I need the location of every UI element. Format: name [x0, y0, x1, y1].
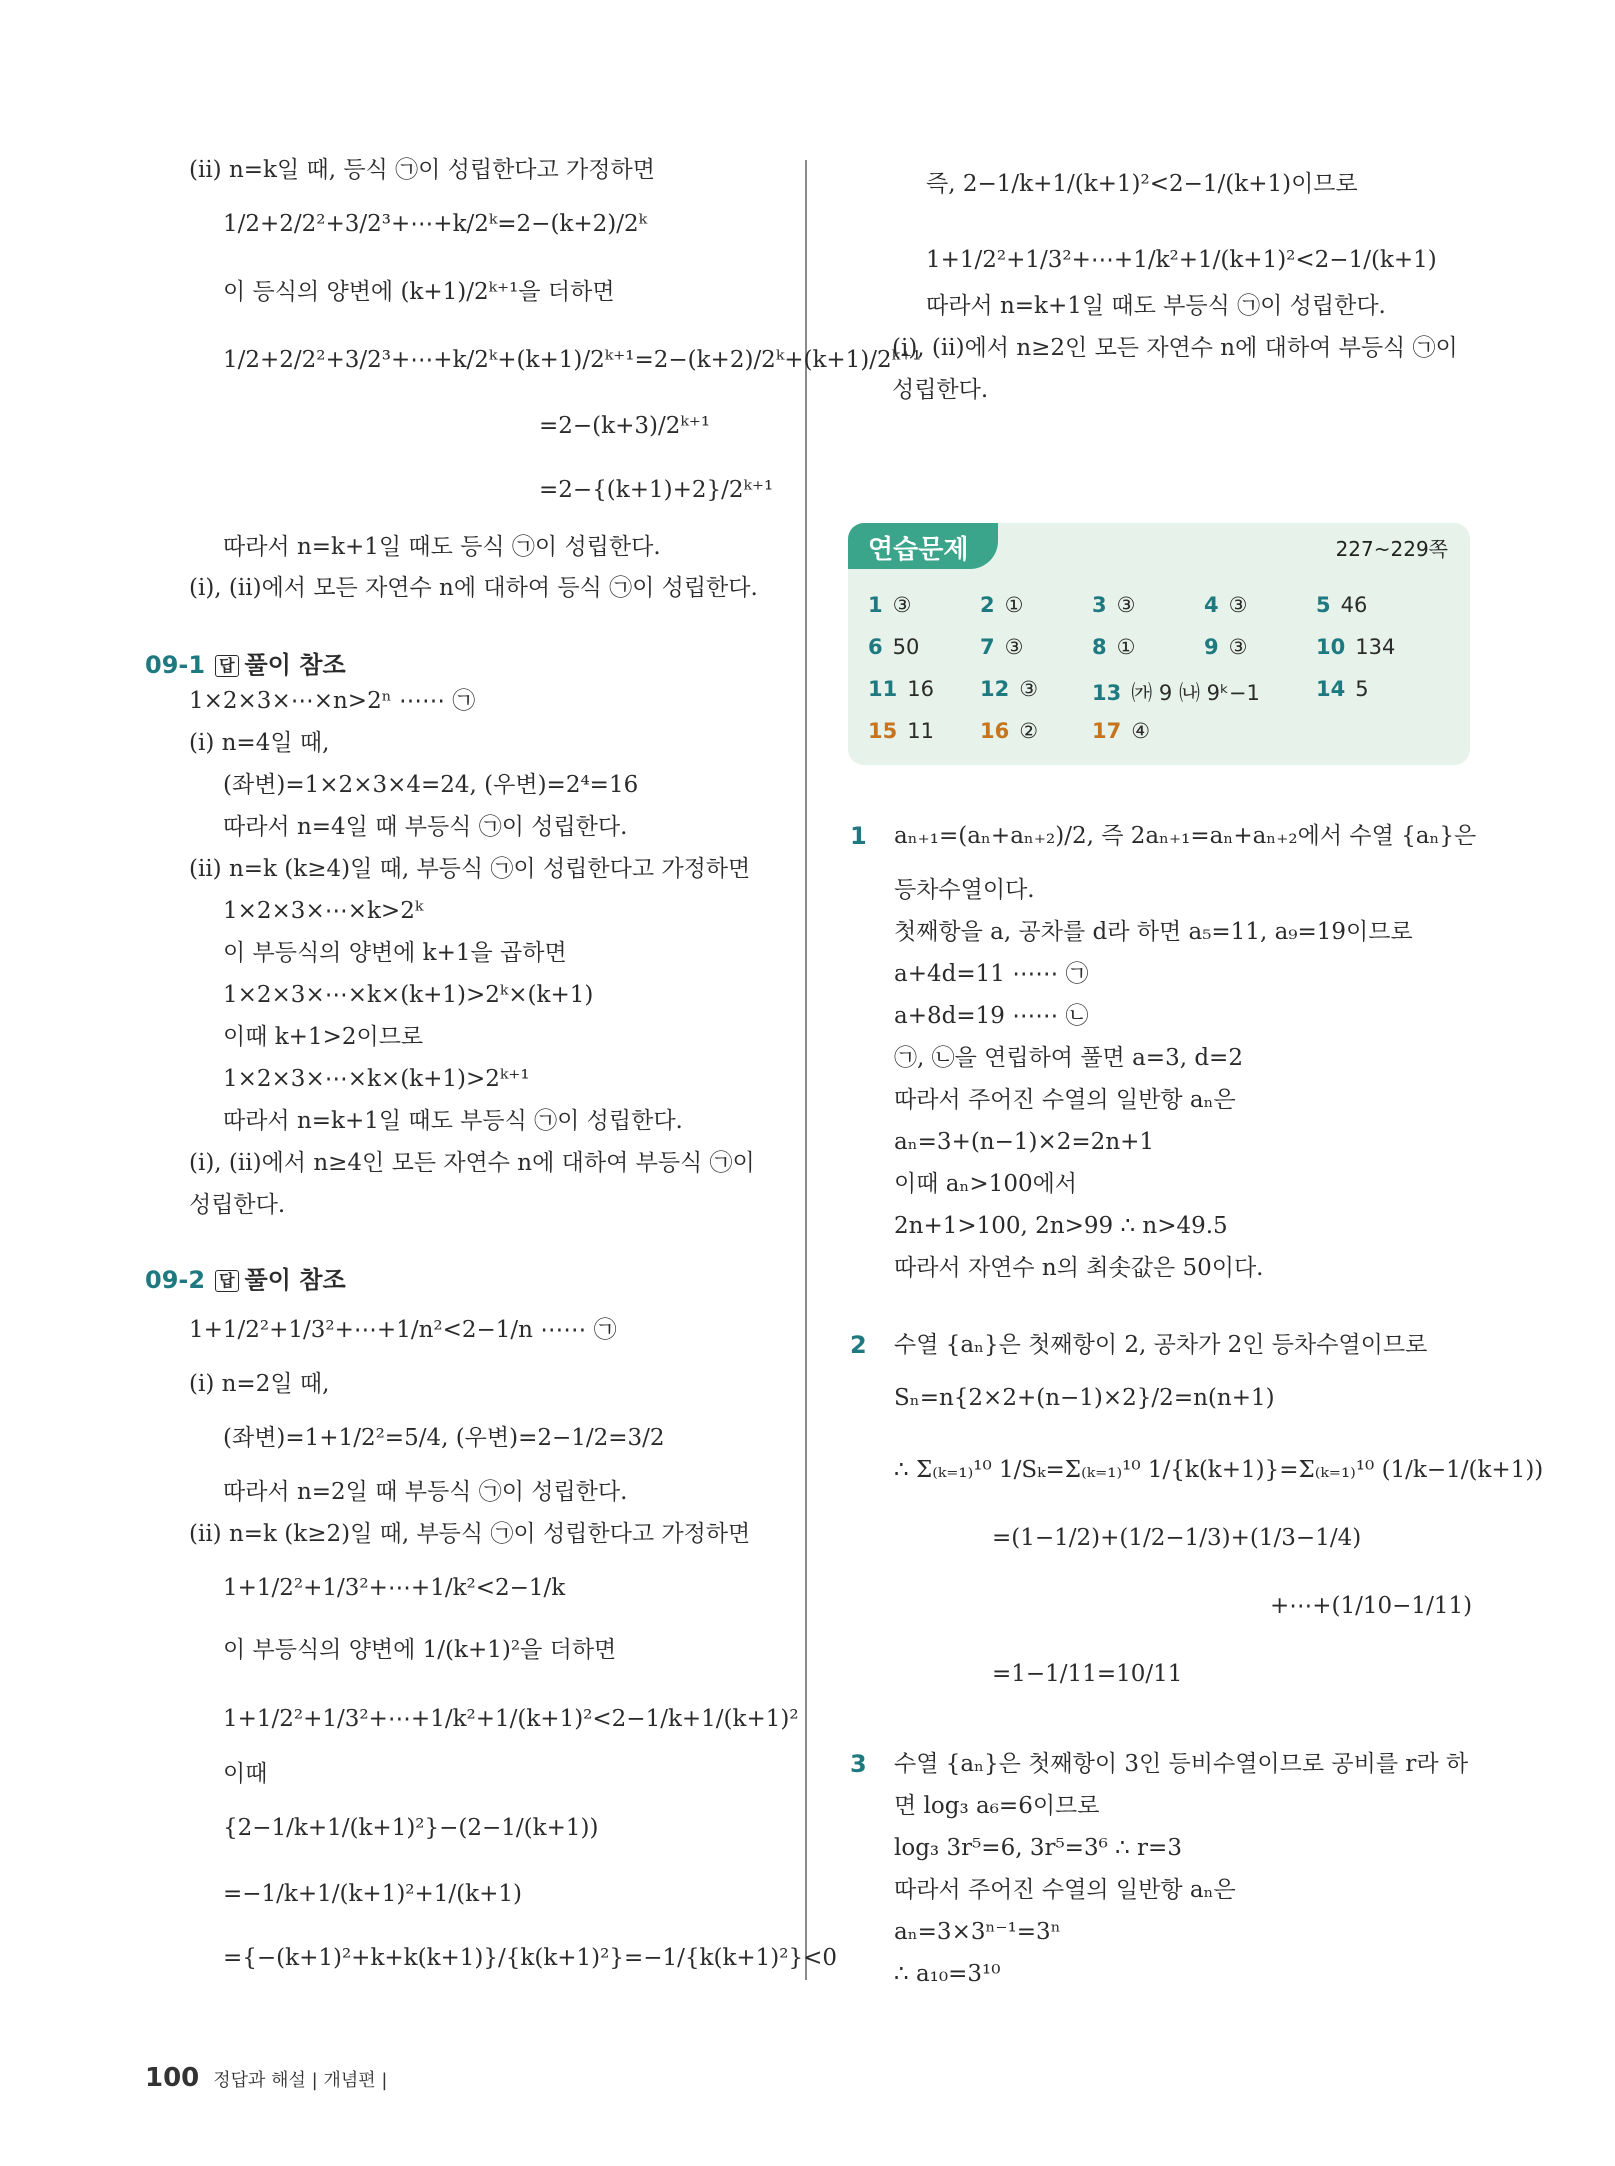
answer-badge: 답: [215, 655, 238, 677]
page-number: 100: [145, 2063, 200, 2093]
equation-line: ={−(k+1)²+k+k(k+1)}/{k(k+1)²}=−1/{k(k+1)²}<0: [223, 1945, 838, 1971]
section-heading-09-1: [145, 645, 346, 680]
text-line: (ⅰ) n=4일 때,: [189, 730, 330, 756]
equation-line: (좌변)=1+1/2²=5/4, (우변)=2−1/2=3/2: [223, 1425, 665, 1451]
page-footer: [145, 2063, 387, 2093]
section-title: 풀이 참조: [244, 651, 346, 679]
text-line: (ⅱ) n=k (k≥4)일 때, 부등식 ㉠이 성립한다고 가정하면: [189, 856, 751, 882]
text-line: 이때 k+1>2이므로: [223, 1024, 424, 1050]
practice-answers-box: [848, 523, 1470, 765]
equation-line: 1+1/2²+1/3²+⋯+1/k²+1/(k+1)²<2−1/k+1/(k+1)²: [223, 1706, 799, 1732]
equation-line: 1/2+2/2²+3/2³+⋯+k/2ᵏ=2−(k+2)/2ᵏ: [223, 211, 648, 237]
text-line: (ⅰ) n=2일 때,: [189, 1371, 330, 1397]
text-line: aₙ=3+(n−1)×2=2n+1: [894, 1129, 1155, 1155]
answer-badge: 답: [215, 1270, 238, 1292]
section-number: 09-2: [145, 1266, 206, 1294]
text-line: 이 부등식의 양변에 1/(k+1)²을 더하면: [223, 1637, 617, 1663]
problem-number: 1: [850, 822, 867, 850]
text-line: (ⅰ), (ⅱ)에서 n≥4인 모든 자연수 n에 대하여 부등식 ㉠이: [189, 1150, 755, 1176]
text-line: 이 등식의 양변에 (k+1)/2ᵏ⁺¹을 더하면: [223, 279, 615, 305]
answer-item: 12 ③: [980, 677, 1039, 701]
equation-line: 1+1/2²+1/3²+⋯+1/k²<2−1/k: [223, 1575, 566, 1601]
answer-item: 17 ④: [1092, 719, 1151, 743]
answer-item: 1 ③: [868, 593, 912, 617]
text-line: 따라서 n=4일 때 부등식 ㉠이 성립한다.: [223, 814, 628, 840]
equation-line: 즉, 2−1/k+1/(k+1)²<2−1/(k+1)이므로: [926, 171, 1358, 197]
equation-line: 1+1/2²+1/3²+⋯+1/n²<2−1/n ⋯⋯ ㉠: [189, 1317, 617, 1343]
equation-line: {2−1/k+1/(k+1)²}−(2−1/(k+1)): [223, 1815, 599, 1841]
text-line: 2n+1>100, 2n>99 ∴ n>49.5: [894, 1213, 1228, 1239]
text-line: 수열 {aₙ}은 첫째항이 2, 공차가 2인 등차수열이므로: [894, 1332, 1428, 1358]
text-line: ㉠, ㉡을 연립하여 풀면 a=3, d=2: [894, 1045, 1243, 1071]
text-line: ∴ a₁₀=3¹⁰: [894, 1961, 1001, 1987]
column-divider: [805, 160, 807, 1980]
text-line: 수열 {aₙ}은 첫째항이 3인 등비수열이므로 공비를 r라 하: [894, 1751, 1469, 1777]
text-line: 따라서 n=k+1일 때도 등식 ㉠이 성립한다.: [223, 534, 661, 560]
equation-line: ∴ Σ₍ₖ₌₁₎¹⁰ 1/Sₖ=Σ₍ₖ₌₁₎¹⁰ 1/{k(k+1)}=Σ₍ₖ₌₁₎¹⁰ (1/k−1/(k+1)): [894, 1457, 1544, 1483]
answer-item: 9 ③: [1204, 635, 1248, 659]
answer-item: 13 ㈎ 9 ㈏ 9ᵏ−1: [1092, 681, 1260, 705]
text-line: (좌변)=1×2×3×4=24, (우변)=2⁴=16: [223, 772, 639, 798]
text-line: 이때: [223, 1761, 268, 1787]
text-line: (ⅰ), (ⅱ)에서 모든 자연수 n에 대하여 등식 ㉠이 성립한다.: [189, 575, 758, 601]
section-number: 09-1: [145, 651, 206, 679]
section-title: 풀이 참조: [244, 1266, 346, 1294]
equation-line: =(1−1/2)+(1/2−1/3)+(1/3−1/4): [992, 1525, 1362, 1551]
text-line: 이때 aₙ>100에서: [894, 1171, 1078, 1197]
answer-item: 10 134: [1316, 635, 1396, 659]
text-line: 따라서 주어진 수열의 일반항 aₙ은: [894, 1877, 1236, 1903]
equation-line: Sₙ=n{2×2+(n−1)×2}/2=n(n+1): [894, 1385, 1275, 1411]
equation-line: 1/2+2/2²+3/2³+⋯+k/2ᵏ+(k+1)/2ᵏ⁺¹=2−(k+2)/2ᵏ+(k+1)/2ᵏ⁺¹: [223, 347, 922, 373]
text-line: 1×2×3×⋯×k×(k+1)>2ᵏ⁺¹: [223, 1066, 530, 1092]
equation-line: aₙ₊₁=(aₙ+aₙ₊₂)/2, 즉 2aₙ₊₁=aₙ+aₙ₊₂에서 수열 {aₙ}은: [894, 823, 1477, 849]
practice-page-range: 227~229쪽: [1335, 537, 1448, 561]
answer-item: 15 11: [868, 719, 934, 743]
text-line: a+4d=11 ⋯⋯ ㉠: [894, 961, 1089, 987]
answer-item: 5 46: [1316, 593, 1368, 617]
text-line: 따라서 자연수 n의 최솟값은 50이다.: [894, 1255, 1264, 1281]
problem-number: 3: [850, 1750, 867, 1778]
text-line: 첫째항을 a, 공차를 d라 하면 a₅=11, a₉=19이므로: [894, 919, 1413, 945]
answer-item: 14 5: [1316, 677, 1369, 701]
text-line: 따라서 주어진 수열의 일반항 aₙ은: [894, 1087, 1236, 1113]
problem-number: 2: [850, 1331, 867, 1359]
answer-item: 16 ②: [980, 719, 1039, 743]
text-line: (ⅱ) n=k일 때, 등식 ㉠이 성립한다고 가정하면: [189, 157, 655, 183]
text-line: 따라서 n=k+1일 때도 부등식 ㉠이 성립한다.: [223, 1108, 683, 1134]
answer-item: 2 ①: [980, 593, 1024, 617]
text-line: 이 부등식의 양변에 k+1을 곱하면: [223, 940, 567, 966]
text-line: 따라서 n=k+1일 때도 부등식 ㉠이 성립한다.: [926, 293, 1386, 319]
equation-line: =2−{(k+1)+2}/2ᵏ⁺¹: [539, 477, 774, 503]
text-line: aₙ=3×3ⁿ⁻¹=3ⁿ: [894, 1919, 1061, 1945]
answer-item: 3 ③: [1092, 593, 1136, 617]
text-line: (ⅰ), (ⅱ)에서 n≥2인 모든 자연수 n에 대하여 부등식 ㉠이: [892, 335, 1458, 361]
answer-item: 6 50: [868, 635, 920, 659]
practice-title: 연습문제: [868, 535, 969, 565]
text-line: (ⅱ) n=k (k≥2)일 때, 부등식 ㉠이 성립한다고 가정하면: [189, 1521, 751, 1547]
equation-line: =−1/k+1/(k+1)²+1/(k+1): [223, 1881, 522, 1907]
equation-line: =2−(k+3)/2ᵏ⁺¹: [539, 413, 711, 439]
text-line: 성립한다.: [892, 377, 989, 403]
answer-item: 7 ③: [980, 635, 1024, 659]
answer-item: 11 16: [868, 677, 934, 701]
answer-item: 4 ③: [1204, 593, 1248, 617]
text-line: 면 log₃ a₆=6이므로: [894, 1793, 1100, 1819]
answer-item: 8 ①: [1092, 635, 1136, 659]
equation-line: 1+1/2²+1/3²+⋯+1/k²+1/(k+1)²<2−1/(k+1): [926, 247, 1437, 273]
text-line: 1×2×3×⋯×n>2ⁿ ⋯⋯ ㉠: [189, 688, 476, 714]
footer-text: 정답과 해설 | 개념편 |: [213, 2070, 388, 2091]
equation-line: +⋯+(1/10−1/11): [1270, 1593, 1473, 1619]
text-line: 따라서 n=2일 때 부등식 ㉠이 성립한다.: [223, 1479, 628, 1505]
text-line: 1×2×3×⋯×k>2ᵏ: [223, 898, 424, 924]
equation-line: =1−1/11=10/11: [992, 1661, 1183, 1687]
text-line: log₃ 3r⁵=6, 3r⁵=3⁶ ∴ r=3: [894, 1835, 1182, 1861]
text-line: 등차수열이다.: [894, 877, 1035, 903]
text-line: 1×2×3×⋯×k×(k+1)>2ᵏ×(k+1): [223, 982, 594, 1008]
text-line: 성립한다.: [189, 1192, 286, 1218]
section-heading-09-2: [145, 1260, 346, 1295]
text-line: a+8d=19 ⋯⋯ ㉡: [894, 1003, 1089, 1029]
